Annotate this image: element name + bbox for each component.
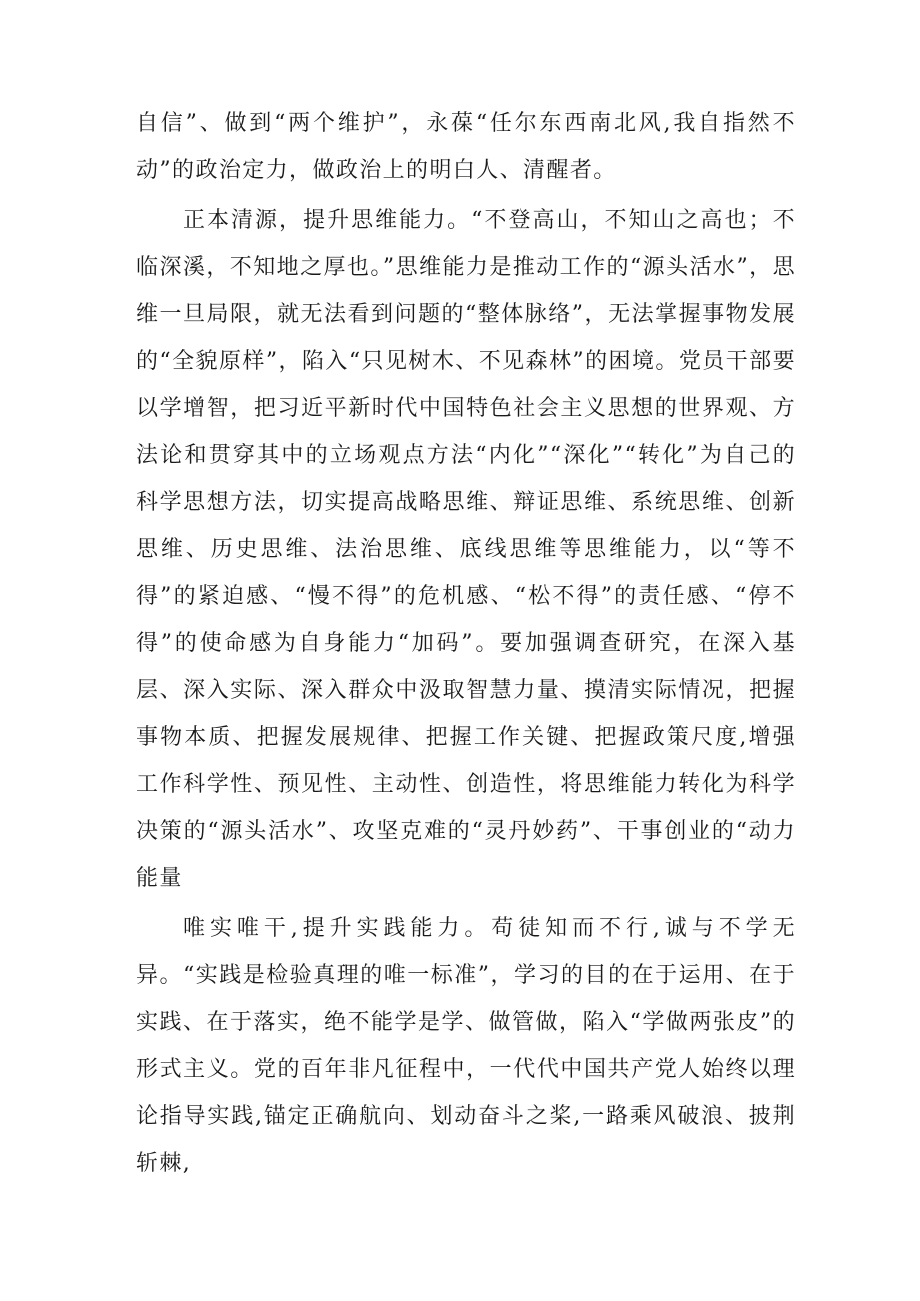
paragraph-2: 正本清源，提升思维能力。“不登高山，不知山之高也；不临深溪，不知地之厚也。”思维能力是推动工作的“源头活水”，思维一旦局限，就无法看到问题的“整体脉络”，无法掌握事物发展的“全貌原样”，陷入“只见树木、不见森林”的困境。党员干部要以学增智，把习近平新时代中国特色社会主义思想的世界观、方法论和贯穿其中的立场观点方法“内化”“深化”“转化”为自己的科学思想方法，切实提高战略思维、辩证思维、系统思维、创新思维、历史思维、法治思维、底线思维等思维能力，以“等不得”的紧迫感、“慢不得”的危机感、“松不得”的责任感、“停不得”的使命感为自身能力“加码”。要加强调查研究，在深入基层、深入实际、深入群众中汲取智慧力量、摸清实际情况，把握事物本质、把握发展规律、把握工作关键、把握政策尺度,增强工作科学性、预见性、主动性、创造性，将思维能力转化为科学决策的“源头活水”、攻坚克难的“灵丹妙药”、干事创业的“动力能量 <box>136 208 796 891</box>
paragraph-3: 唯实唯干,提升实践能力。苟徒知而不行,诚与不学无异。“实践是检验真理的唯一标准”，学习的目的在于运用、在于实践、在于落实，绝不能学是学、做管做，陷入“学做两张皮”的形式主义。党的百年非凡征程中，一代代中国共产党人始终以理论指导实践,锚定正确航向、划动奋斗之桨,一路乘风破浪、披荆斩棘, <box>136 916 796 1176</box>
document-body <box>136 100 796 1187</box>
paragraph-1: 自信”、做到“两个维护”，永葆“任尔东西南北风,我自指然不动”的政治定力，做政治上的明白人、清醒者。 <box>136 111 796 183</box>
